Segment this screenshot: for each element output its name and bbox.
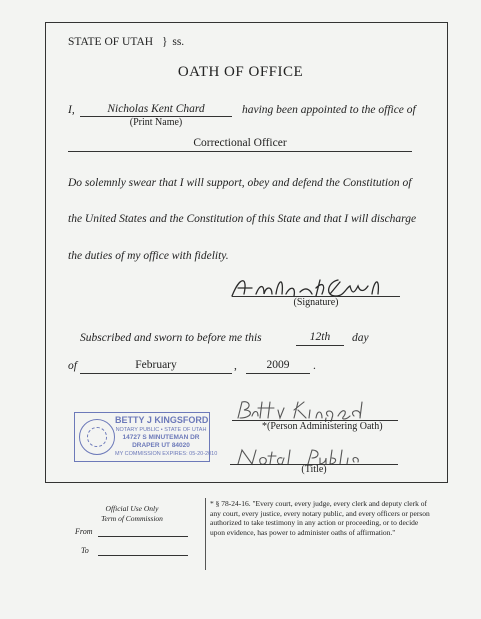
state-name: STATE OF UTAH [68, 36, 154, 48]
of-word: of [68, 360, 77, 372]
day-value: 12th [309, 331, 331, 343]
sworn-prefix: Subscribed and sworn to before me this [80, 332, 262, 344]
day-line [296, 345, 344, 346]
date-period: . [313, 360, 316, 372]
section-divider [205, 498, 206, 570]
appointment-suffix: having been appointed to the office of [242, 104, 416, 116]
official-use-line-1: Official Use Only [105, 504, 159, 513]
to-label: To [81, 546, 89, 555]
office-value: Correctional Officer [193, 137, 287, 149]
notary-stamp-line: MY COMMISSION EXPIRES: 05-20-2010 [115, 451, 218, 457]
oath-line-2: the United States and the Constitution of this State and that I will discharge [68, 213, 417, 225]
year-line [246, 373, 310, 374]
office-line [68, 151, 412, 152]
venue-heading [68, 36, 184, 48]
month-value: February [135, 359, 177, 371]
notary-stamp-name: BETTY J KINGSFORD [115, 415, 209, 425]
from-label: From [75, 527, 93, 536]
statute-text: * § 78-24-16. "Every court, every judge, every clerk and deputy clerk of any court, every justice, every notary public, and every officers or person authorized to take testimony in any action or proceeding, or to decide upon evidence, has power to administer oaths of affirmation." [210, 499, 430, 537]
title-caption: (Title) [301, 464, 327, 475]
notary-stamp-line: NOTARY PUBLIC • STATE OF UTAH [115, 427, 207, 433]
to-field[interactable] [98, 555, 188, 556]
from-field[interactable] [98, 536, 188, 537]
signature-caption: (Signature) [293, 297, 339, 308]
date-comma: , [234, 360, 237, 372]
official-use-line-2: Term of Commission [101, 514, 163, 523]
notary-stamp-line: 14727 S MINUTEMAN DR [122, 434, 200, 441]
document-title: OATH OF OFFICE [177, 64, 304, 80]
notary-signature [232, 398, 382, 422]
notary-stamp [74, 412, 218, 462]
appointment-prefix: I, [68, 104, 75, 116]
month-line [80, 373, 232, 374]
venue-brace: } [161, 36, 168, 48]
administering-caption: *(Person Administering Oath) [262, 421, 383, 432]
year-value: 2009 [266, 359, 290, 371]
print-name-value: Nicholas Kent Chard [107, 103, 205, 115]
notary-stamp-line: DRAPER UT 84020 [132, 442, 190, 449]
venue-ss: ss. [172, 36, 185, 48]
state-seal-icon [79, 419, 115, 455]
oath-line-1: Do solemnly swear that I will support, obey and defend the Constitution of [68, 177, 412, 189]
print-name-caption: (Print Name) [129, 117, 183, 128]
day-word: day [352, 332, 369, 344]
oath-line-3: the duties of my office with fidelity. [68, 250, 229, 262]
official-use-heading [62, 504, 202, 524]
